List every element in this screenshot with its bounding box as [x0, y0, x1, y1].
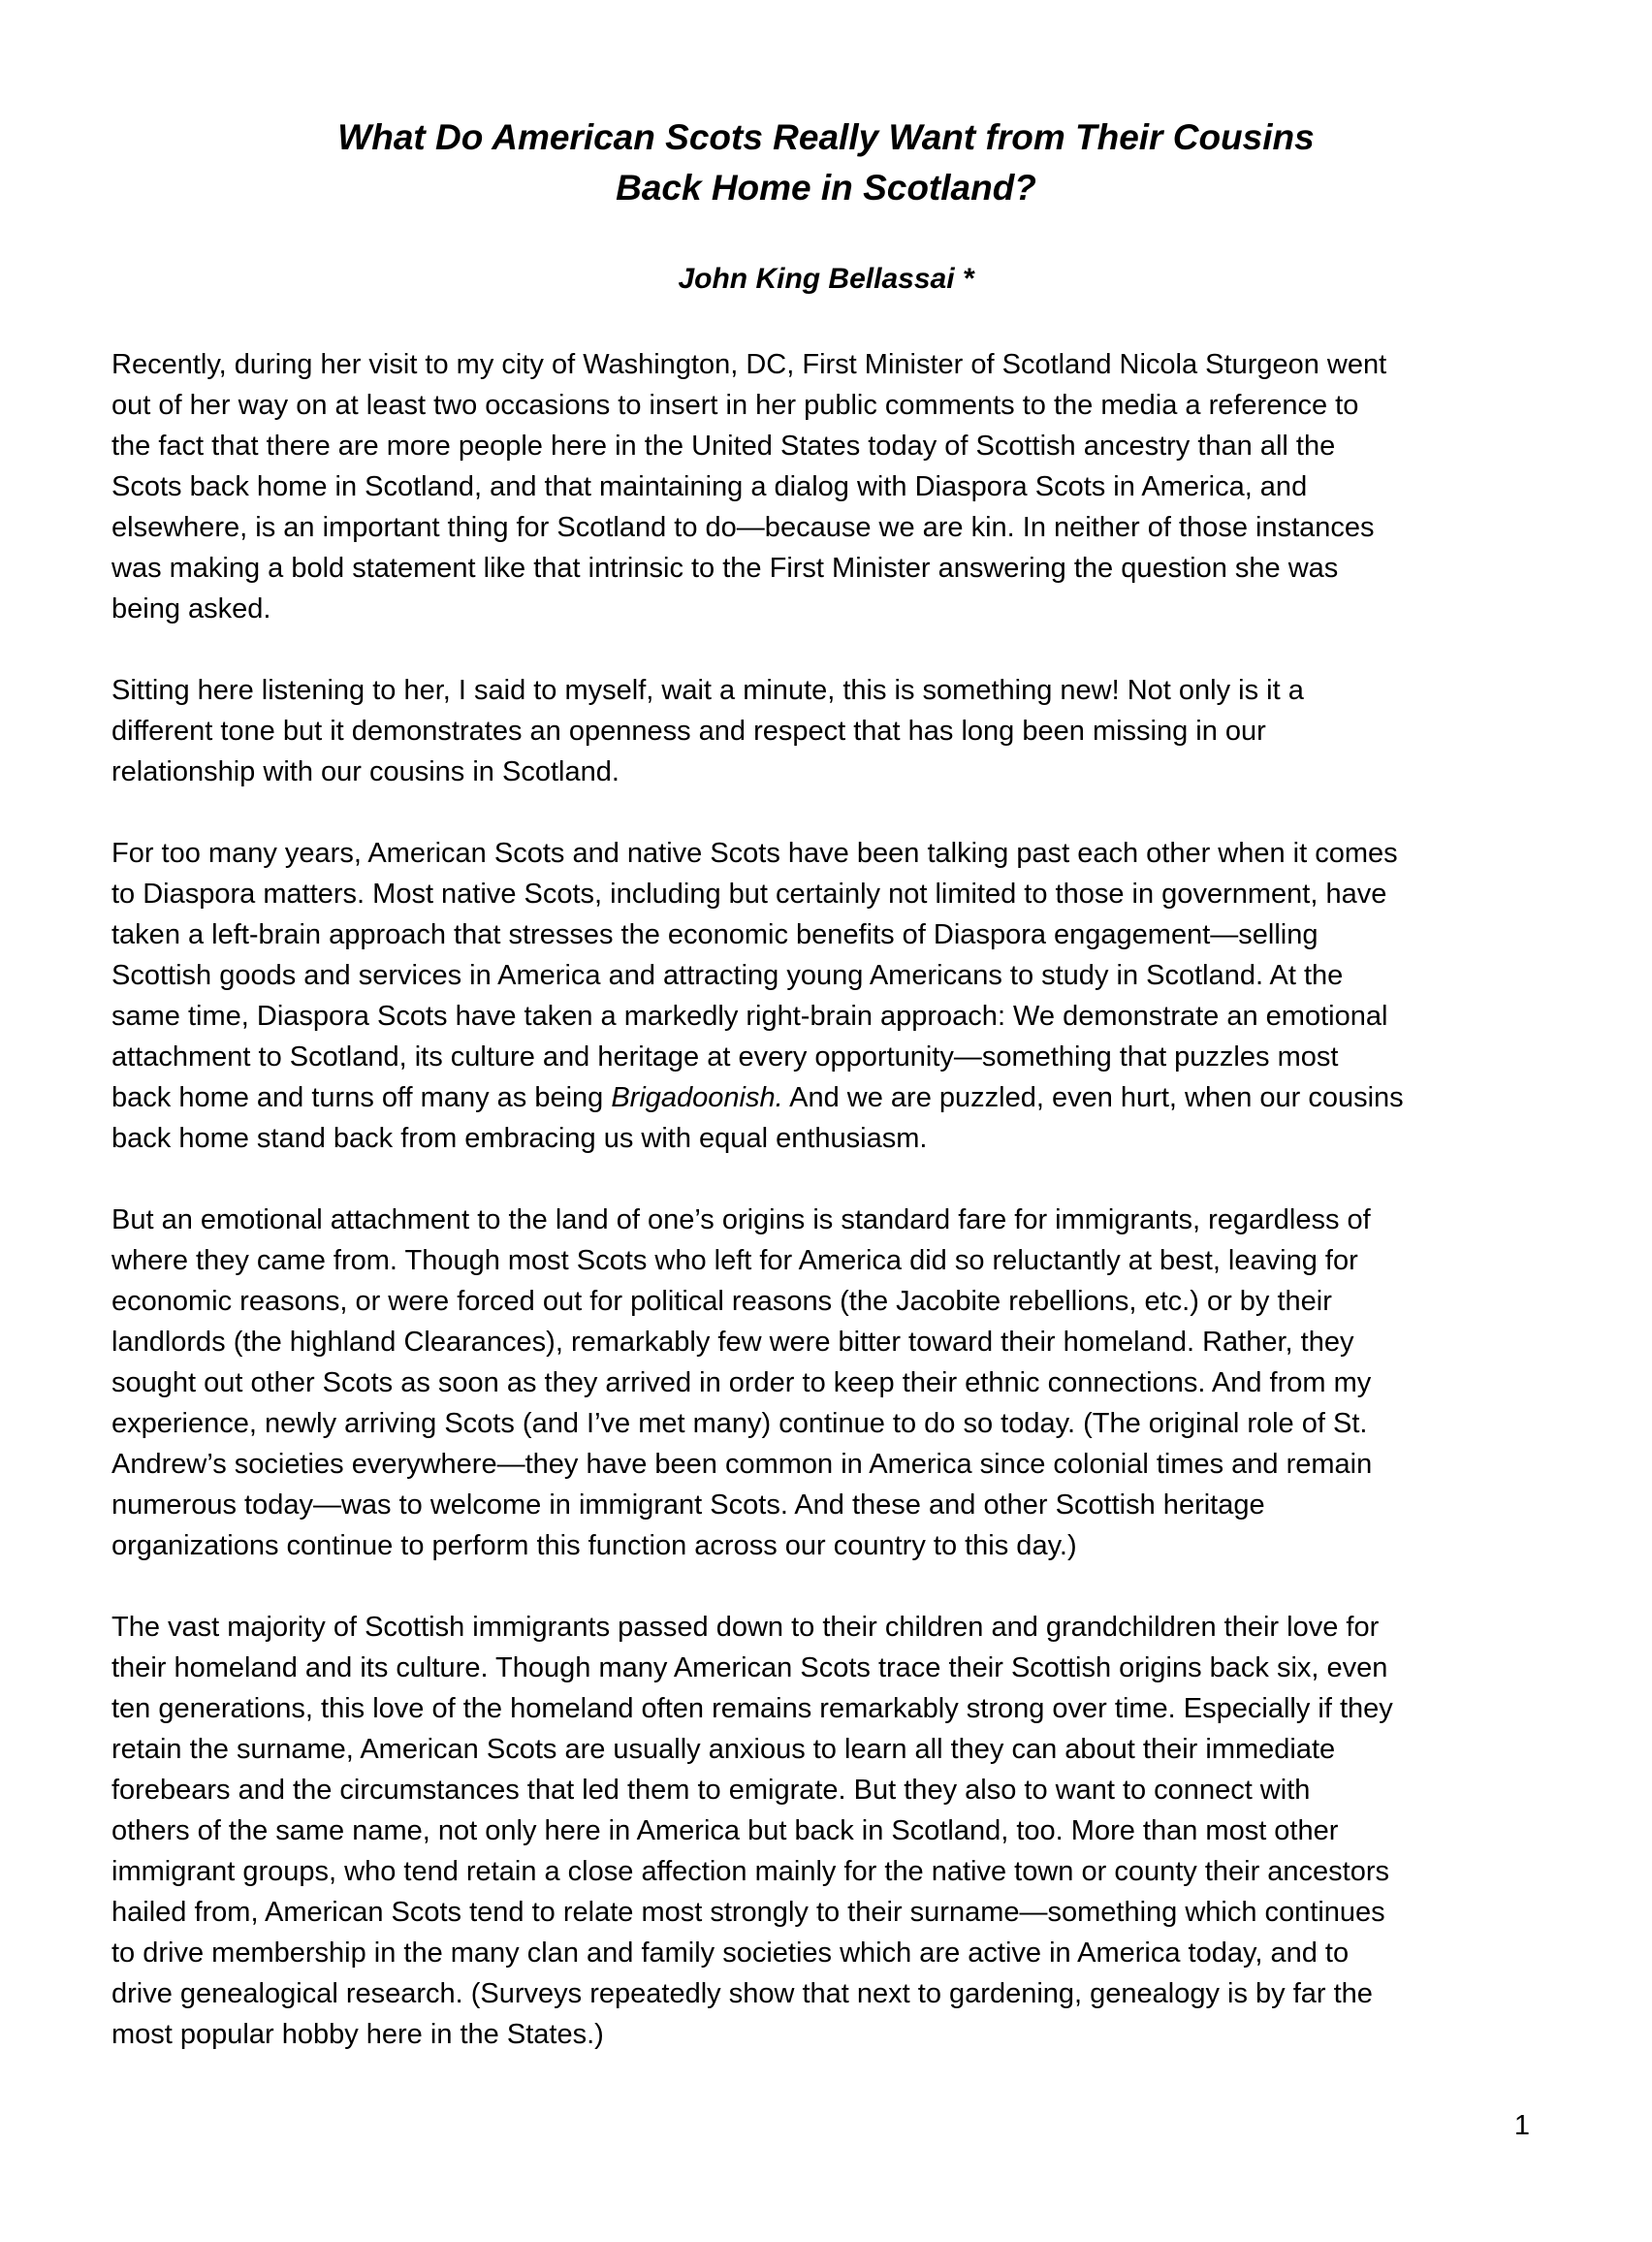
- text-line: Recently, during her visit to my city of Washington, DC, First Minister of Scotland Nicola Sturgeon went: [111, 349, 1387, 380]
- text-line: hailed from, American Scots tend to relate most strongly to their surname—something which continues: [111, 1897, 1385, 1928]
- title-line: Back Home in Scotland?: [616, 168, 1036, 208]
- paragraph-2: [111, 670, 1541, 792]
- text-line: landlords (the highland Clearances), remarkably few were bitter toward their homeland. Rather, they: [111, 1327, 1354, 1358]
- text-line: The vast majority of Scottish immigrants passed down to their children and grandchildren their love for: [111, 1612, 1380, 1643]
- text-line: to drive membership in the many clan and family societies which are active in America today, and to: [111, 1938, 1350, 1969]
- text-line: most popular hobby here in the States.): [111, 2019, 604, 2050]
- text-line: was making a bold statement like that intrinsic to the First Minister answering the question she was: [111, 553, 1339, 584]
- text-line: taken a left-brain approach that stresses the economic benefits of Diaspora engagement—selling: [111, 919, 1318, 950]
- text-line: their homeland and its culture. Though many American Scots trace their Scottish origins back six, even: [111, 1652, 1388, 1683]
- text-line: the fact that there are more people here in the United States today of Scottish ancestry than all the: [111, 431, 1336, 462]
- text-line: sought out other Scots as soon as they arrived in order to keep their ethnic connections. And from my: [111, 1367, 1372, 1398]
- text-line: organizations continue to perform this function across our country to this day.): [111, 1530, 1077, 1561]
- text-line: retain the surname, American Scots are usually anxious to learn all they can about their immediate: [111, 1734, 1336, 1765]
- text-line: relationship with our cousins in Scotland.: [111, 756, 620, 787]
- text-line: to Diaspora matters. Most native Scots, including but certainly not limited to those in government, have: [111, 879, 1387, 910]
- text-line: where they came from. Though most Scots who left for America did so reluctantly at best, leaving for: [111, 1245, 1358, 1276]
- text-line: Scottish goods and services in America and attracting young Americans to study in Scotland. At the: [111, 960, 1344, 991]
- text-line: forebears and the circumstances that led them to emigrate. But they also to want to connect with: [111, 1775, 1311, 1806]
- text-line: Sitting here listening to her, I said to myself, wait a minute, this is something new! Not only is it a: [111, 675, 1304, 706]
- paragraph-4: [111, 1200, 1541, 1566]
- text-line-with-italic: [111, 1077, 1541, 1118]
- paragraph-5: [111, 1607, 1541, 2055]
- text-line: different tone but it demonstrates an openness and respect that has long been missing in our: [111, 716, 1266, 747]
- text-line: economic reasons, or were forced out for political reasons (the Jacobite rebellions, etc.) or by their: [111, 1286, 1332, 1317]
- text-line: elsewhere, is an important thing for Scotland to do—because we are kin. In neither of those instances: [111, 512, 1375, 543]
- text-line: others of the same name, not only here in America but back in Scotland, too. More than most other: [111, 1815, 1339, 1846]
- author-byline: John King Bellassai *: [678, 263, 974, 295]
- page-number: 1: [1513, 2110, 1530, 2141]
- text-line: Scots back home in Scotland, and that maintaining a dialog with Diaspora Scots in America, and: [111, 471, 1308, 502]
- body-text: [111, 344, 1541, 2096]
- title-line: What Do American Scots Really Want from Their Cousins: [337, 117, 1315, 157]
- text-line: back home stand back from embracing us with equal enthusiasm.: [111, 1123, 928, 1154]
- text-line: same time, Diaspora Scots have taken a markedly right-brain approach: We demonstrate an emotional: [111, 1001, 1388, 1032]
- paragraph-3: [111, 833, 1541, 1159]
- text-line: being asked.: [111, 593, 271, 625]
- text-line: ten generations, this love of the homeland often remains remarkably strong over time. Especially if they: [111, 1693, 1393, 1724]
- text-line: experience, newly arriving Scots (and I’ve met many) continue to do so today. (The original role of St.: [111, 1408, 1368, 1439]
- text-line: attachment to Scotland, its culture and heritage at every opportunity—something that puzzles most: [111, 1041, 1339, 1073]
- paragraph-1: [111, 344, 1541, 629]
- text-line: drive genealogical research. (Surveys repeatedly show that next to gardening, genealogy is by far the: [111, 1978, 1373, 2009]
- text-line: out of her way on at least two occasions to insert in her public comments to the media a reference to: [111, 390, 1359, 421]
- text-line: Andrew’s societies everywhere—they have been common in America since colonial times and remain: [111, 1449, 1373, 1480]
- italic-term: Brigadoonish.: [611, 1082, 783, 1113]
- text-line: But an emotional attachment to the land of one’s origins is standard fare for immigrants, regardless of: [111, 1204, 1371, 1235]
- text-line: For too many years, American Scots and native Scots have been talking past each other when it comes: [111, 838, 1398, 869]
- text-segment: And we are puzzled, even hurt, when our cousins: [782, 1082, 1404, 1113]
- text-line: immigrant groups, who tend retain a close affection mainly for the native town or county their ancestors: [111, 1856, 1390, 1887]
- document-title: [0, 112, 1652, 213]
- text-line: numerous today—was to welcome in immigrant Scots. And these and other Scottish heritage: [111, 1489, 1265, 1521]
- text-segment: back home and turns off many as being: [111, 1082, 612, 1113]
